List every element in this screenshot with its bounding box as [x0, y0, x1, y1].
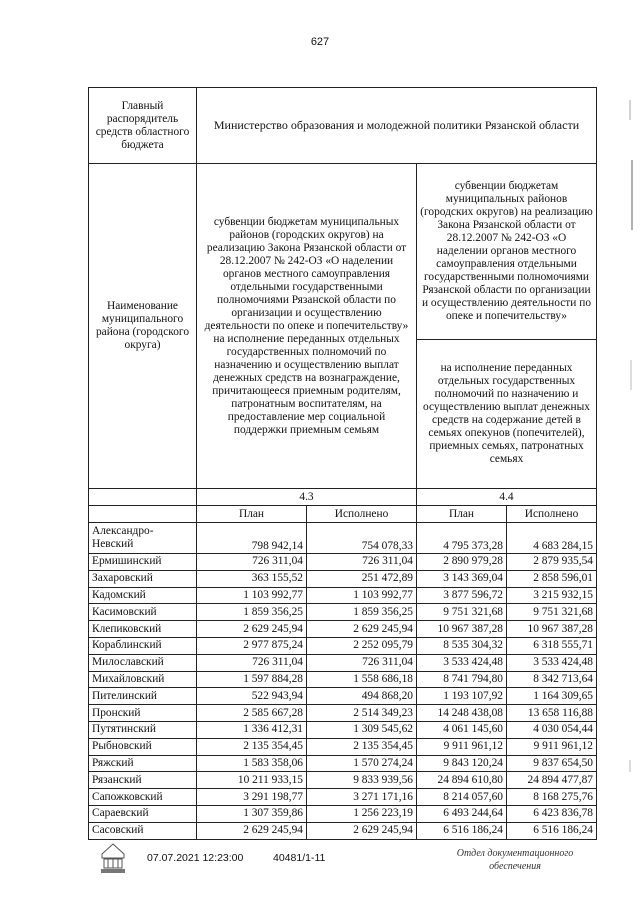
header-row-codes — [89, 489, 597, 506]
executed-4-3-value: 2 629 245,94 — [307, 621, 417, 638]
executed-4-3-value: 2 514 349,23 — [307, 705, 417, 722]
subsidy-4-4-description-bottom: на исполнение переданных отдельных государственных полномочий по назначению и осуществлению выплат денежных средств на содержание детей в семьях опекунов (попечителей), приемных семьях, патронатных семьях — [417, 340, 597, 489]
executed-4-4-value: 6 516 186,24 — [507, 822, 597, 839]
executed-4-4-value: 10 967 387,28 — [507, 621, 597, 638]
executed-4-3-value: 726 311,04 — [307, 554, 417, 571]
executed-4-3-value: 3 271 171,16 — [307, 789, 417, 806]
header-row-manager — [89, 88, 597, 164]
table-row — [89, 822, 597, 839]
empty-cell — [89, 506, 197, 523]
municipality-name: Ермишинский — [89, 554, 197, 571]
executed-4-3-value: 1 570 274,24 — [307, 755, 417, 772]
executed-4-3-value: 1 558 686,18 — [307, 671, 417, 688]
plan-header: План — [197, 506, 307, 523]
executed-4-4-value: 9 751 321,68 — [507, 604, 597, 621]
main-manager-label: Главный распорядитель средств областного бюджета — [89, 88, 197, 164]
municipality-name: Клепиковский — [89, 621, 197, 638]
table-row — [89, 587, 597, 604]
ministry-name: Министерство образования и молодежной политики Рязанской области — [197, 88, 597, 164]
table-row — [89, 554, 597, 571]
plan-4-4-value: 6 516 186,24 — [417, 822, 507, 839]
table-row — [89, 721, 597, 738]
plan-4-4-value: 10 967 387,28 — [417, 621, 507, 638]
plan-4-4-value: 14 248 438,08 — [417, 705, 507, 722]
plan-4-4-value: 8 214 057,60 — [417, 789, 507, 806]
municipality-name: Ряжский — [89, 755, 197, 772]
plan-4-3-value: 1 859 356,25 — [197, 604, 307, 621]
executed-header: Исполнено — [507, 506, 597, 523]
executed-4-4-value: 2 858 596,01 — [507, 570, 597, 587]
scan-margin-marks — [626, 60, 636, 880]
plan-4-4-value: 9 843 120,24 — [417, 755, 507, 772]
municipality-name: Рыбновский — [89, 738, 197, 755]
plan-4-3-value: 363 155,52 — [197, 570, 307, 587]
municipality-name: Михайловский — [89, 671, 197, 688]
subsidy-4-4-description-top: субвенции бюджетам муниципальных районов (городских округов) на реализацию Закона Рязанской области от 28.12.2007 № 242-ОЗ «О наделении органов местного самоуправления отдельными государственными полномочиями Рязанской области по организации и осуществлению деятельности по опеке и попечительству» — [417, 164, 597, 340]
municipality-name: Пителинский — [89, 688, 197, 705]
empty-cell — [89, 489, 197, 506]
plan-4-4-value: 3 533 424,48 — [417, 654, 507, 671]
executed-4-3-value: 726 311,04 — [307, 654, 417, 671]
plan-4-4-value: 1 193 107,92 — [417, 688, 507, 705]
plan-4-4-value: 8 535 304,32 — [417, 637, 507, 654]
executed-4-3-value: 2 629 245,94 — [307, 822, 417, 839]
executed-4-4-value: 2 879 935,54 — [507, 554, 597, 571]
executed-4-4-value: 1 164 309,65 — [507, 688, 597, 705]
executed-4-3-value: 2 252 095,79 — [307, 637, 417, 654]
plan-4-4-value: 4 061 145,60 — [417, 721, 507, 738]
plan-4-3-value: 1 307 359,86 — [197, 805, 307, 822]
municipality-name: Александро-Невский — [89, 523, 197, 554]
table-row — [89, 621, 597, 638]
executed-4-3-value: 494 868,20 — [307, 688, 417, 705]
table-row — [89, 755, 597, 772]
municipality-name: Касимовский — [89, 604, 197, 621]
executed-4-3-value: 1 859 356,25 — [307, 604, 417, 621]
executed-4-4-value: 6 318 555,71 — [507, 637, 597, 654]
page-number: 627 — [310, 36, 330, 48]
plan-4-4-value: 2 890 979,28 — [417, 554, 507, 571]
plan-4-3-value: 1 583 358,06 — [197, 755, 307, 772]
executed-4-3-value: 251 472,89 — [307, 570, 417, 587]
municipality-name: Захаровский — [89, 570, 197, 587]
table-row — [89, 772, 597, 789]
code-4-3: 4.3 — [197, 489, 417, 506]
emblem-icon — [98, 842, 128, 876]
table-row — [89, 805, 597, 822]
department-line-2: обеспечения — [489, 860, 541, 872]
table-row — [89, 789, 597, 806]
table-row — [89, 523, 597, 554]
executed-4-3-value: 1 309 545,62 — [307, 721, 417, 738]
plan-4-3-value: 2 629 245,94 — [197, 822, 307, 839]
executed-4-4-value: 4 683 284,15 — [507, 523, 597, 554]
plan-4-4-value: 9 751 321,68 — [417, 604, 507, 621]
executed-4-4-value: 3 215 932,15 — [507, 587, 597, 604]
plan-4-4-value: 4 795 373,28 — [417, 523, 507, 554]
plan-4-3-value: 726 311,04 — [197, 554, 307, 571]
plan-4-4-value: 6 493 244,64 — [417, 805, 507, 822]
municipality-name: Путятинский — [89, 721, 197, 738]
executed-4-4-value: 4 030 054,44 — [507, 721, 597, 738]
municipality-name: Милославский — [89, 654, 197, 671]
table-row — [89, 705, 597, 722]
budget-table — [88, 87, 597, 840]
plan-header: План — [417, 506, 507, 523]
subsidy-4-3-description: субвенции бюджетам муниципальных районов (городских округов) на реализацию Закона Рязанской области от 28.12.2007 № 242-ОЗ «О наделении органов местного самоуправления отдельными государственными полномочиями Рязанской области по организации и осуществлению деятельности по опеке и попечительству» на исполнение переданных отдельных государственных полномочий по назначению и осуществлению выплат денежных средств на вознаграждение, причитающееся приемным родителям, патронатным воспитателям, на предоставление мер социальной поддержки приемным семьям — [197, 164, 417, 489]
executed-4-3-value: 754 078,33 — [307, 523, 417, 554]
executed-4-3-value: 1 256 223,19 — [307, 805, 417, 822]
plan-4-3-value: 2 629 245,94 — [197, 621, 307, 638]
plan-4-4-value: 3 877 596,72 — [417, 587, 507, 604]
municipality-label: Наименование муниципального района (городского округа) — [89, 164, 197, 489]
plan-4-3-value: 10 211 933,15 — [197, 772, 307, 789]
plan-4-3-value: 2 977 875,24 — [197, 637, 307, 654]
table-row — [89, 688, 597, 705]
executed-header: Исполнено — [307, 506, 417, 523]
plan-4-4-value: 8 741 794,80 — [417, 671, 507, 688]
plan-4-3-value: 1 103 992,77 — [197, 587, 307, 604]
code-4-4: 4.4 — [417, 489, 597, 506]
table-row — [89, 570, 597, 587]
plan-4-3-value: 2 135 354,45 — [197, 738, 307, 755]
plan-4-4-value: 9 911 961,12 — [417, 738, 507, 755]
municipality-name: Сасовский — [89, 822, 197, 839]
table-row — [89, 604, 597, 621]
table-row — [89, 671, 597, 688]
table-row — [89, 637, 597, 654]
header-row-plan-executed — [89, 506, 597, 523]
plan-4-3-value: 3 291 198,77 — [197, 789, 307, 806]
executed-4-4-value: 13 658 116,88 — [507, 705, 597, 722]
plan-4-3-value: 1 336 412,31 — [197, 721, 307, 738]
executed-4-3-value: 2 135 354,45 — [307, 738, 417, 755]
department-line-1: Отдел документационного — [456, 848, 574, 859]
plan-4-3-value: 522 943,94 — [197, 688, 307, 705]
footer-department-stamp — [440, 848, 590, 873]
footer-document-id: 40481/1-11 — [273, 852, 326, 864]
plan-4-4-value: 3 143 369,04 — [417, 570, 507, 587]
executed-4-4-value: 24 894 477,87 — [507, 772, 597, 789]
municipality-name: Рязанский — [89, 772, 197, 789]
footer-timestamp: 07.07.2021 12:23:00 — [147, 852, 244, 864]
municipality-name: Кораблинский — [89, 637, 197, 654]
plan-4-3-value: 798 942,14 — [197, 523, 307, 554]
plan-4-3-value: 1 597 884,28 — [197, 671, 307, 688]
plan-4-3-value: 726 311,04 — [197, 654, 307, 671]
executed-4-3-value: 1 103 992,77 — [307, 587, 417, 604]
executed-4-4-value: 9 837 654,50 — [507, 755, 597, 772]
municipality-name: Кадомский — [89, 587, 197, 604]
table-row — [89, 738, 597, 755]
executed-4-4-value: 8 168 275,76 — [507, 789, 597, 806]
municipality-name: Сараевский — [89, 805, 197, 822]
municipality-name: Пронский — [89, 705, 197, 722]
executed-4-4-value: 6 423 836,78 — [507, 805, 597, 822]
executed-4-3-value: 9 833 939,56 — [307, 772, 417, 789]
table-row — [89, 654, 597, 671]
plan-4-4-value: 24 894 610,80 — [417, 772, 507, 789]
header-row-subsidies — [89, 164, 597, 340]
executed-4-4-value: 9 911 961,12 — [507, 738, 597, 755]
executed-4-4-value: 3 533 424,48 — [507, 654, 597, 671]
plan-4-3-value: 2 585 667,28 — [197, 705, 307, 722]
executed-4-4-value: 8 342 713,64 — [507, 671, 597, 688]
municipality-name: Сапожковский — [89, 789, 197, 806]
